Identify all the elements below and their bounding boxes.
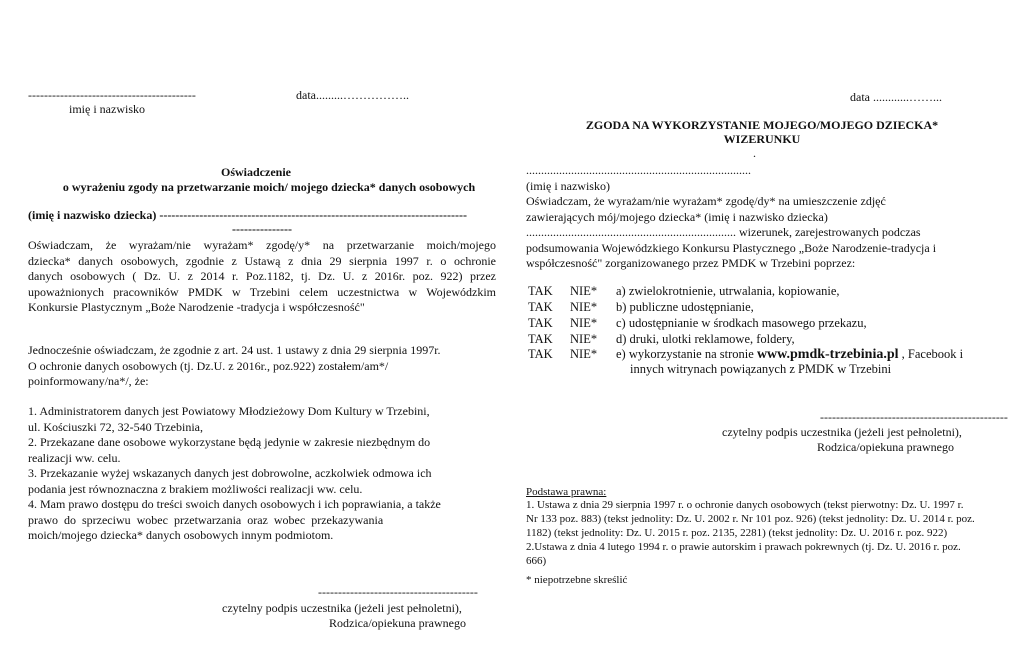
- image-consent-title-cont: WIZERUNKU: [723, 132, 801, 146]
- list-item: moich/mojego dziecka* danych osobowych innym podmiotom.: [28, 528, 334, 542]
- legal-basis-title: Podstawa prawna:: [526, 486, 607, 498]
- option-row-c: [528, 316, 867, 331]
- name-signature-line: ------------------------------------------: [28, 88, 196, 102]
- option-yes: TAK: [528, 347, 553, 361]
- date-field: data ............……...: [850, 90, 942, 104]
- information-paragraph: Jednocześnie oświadczam, że zgodnie z art. 24 ust. 1 ustawy z dnia 29 sierpnia 1997r. O ochronie danych osobowych (tj. Dz.U. z 2016r., poz.922) zostałem/am*/ poinformowany/na*/, że:: [28, 343, 441, 388]
- list-item: 3. Przekazanie wyżej wskazanych danych jest dobrowolne, aczkolwiek odmowa ich: [28, 466, 432, 480]
- option-text: b) publiczne udostępnianie,: [616, 300, 754, 314]
- title-dot: .: [753, 146, 756, 160]
- signature-line: -----------------------------------------------: [820, 410, 1008, 424]
- option-no: NIE*: [570, 300, 598, 314]
- list-item: prawo do sprzeciwu wobec przetwarzania oraz wobec przekazywania: [28, 512, 384, 527]
- option-text-after: , Facebook i: [898, 347, 964, 361]
- option-yes: TAK: [528, 300, 553, 314]
- option-yes: TAK: [528, 332, 553, 346]
- image-consent-title: ZGODA NA WYKORZYSTANIE MOJEGO/MOJEGO DZIECKA*: [585, 118, 939, 132]
- signature-caption: czytelny podpis uczestnika (jeżeli jest pełnoletni),: [222, 601, 462, 615]
- option-no: NIE*: [570, 284, 598, 298]
- statement-title: Oświadczenie: [221, 165, 291, 179]
- option-no: NIE*: [570, 332, 598, 346]
- date-field: data.........……………..: [296, 88, 409, 102]
- legal-basis-list: 1. Ustawa z dnia 29 sierpnia 1997 r. o ochronie danych osobowych (tekst pierwotny: Dz. U. 1997 r. Nr 133 poz. 883) (tekst jednolity: Dz. U. 2002 r. Nr 101 poz. 926) (tekst jednolity: Dz. U. 2014 r. poz. 1182) (tekst jednolity: Dz. U. 2015 r. poz. 2135, 2281) (tekst jednolity: Dz. U. 2016 r. poz. 922) 2.Ustawa z dnia 4 lutego 1994 r. o prawie autorskim i prawach pokrewnych (tj. Dz. U. 2016 r. poz. 666): [526, 499, 975, 567]
- list-item: ul. Kościuszki 72, 32-540 Trzebinia,: [28, 419, 203, 434]
- option-row-b: [528, 300, 754, 315]
- option-row-a: [528, 284, 840, 299]
- option-no: NIE*: [570, 347, 598, 361]
- footnote: * niepotrzebne skreślić: [526, 574, 628, 586]
- signature-caption-guardian: Rodzica/opiekuna prawnego: [329, 616, 466, 630]
- image-consent-body: Oświadczam, że wyrażam/nie wyrażam* zgodę/dy* na umieszczenie zdjęć zawierających mój/mojego dziecka* (imię i nazwisko dziecka) ...................................................................... wizerunek, zarejestrowanych podczas podsumowania Wojewódzkiego Konkursu Plastycznego „Boże Narodzenie-tradycja i współczesność" zorganizowanego przez PMDK w Trzebini poprzez:: [526, 194, 937, 270]
- name-dots: ...........................................................................: [526, 163, 751, 177]
- name-label: imię i nazwisko: [69, 102, 145, 116]
- option-yes: TAK: [528, 284, 553, 298]
- option-yes: TAK: [528, 316, 553, 330]
- option-row-e: [528, 347, 963, 363]
- option-e-continuation: innych witrynach powiązanych z PMDK w Trzebini: [630, 362, 892, 376]
- option-text: d) druki, ulotki reklamowe, foldery,: [616, 332, 795, 346]
- information-list: [28, 404, 496, 544]
- statement-subtitle: o wyrażeniu zgody na przetwarzanie moich/ mojego dziecka* danych osobowych: [62, 180, 476, 194]
- signature-caption: czytelny podpis uczestnika (jeżeli jest pełnoletni),: [722, 425, 962, 439]
- list-item: 1. Administratorem danych jest Powiatowy Młodzieżowy Dom Kultury w Trzebini,: [28, 404, 430, 418]
- website-link[interactable]: www.pmdk-trzebinia.pl: [756, 347, 899, 362]
- option-no: NIE*: [570, 316, 598, 330]
- option-text: c) udostępnianie w środkach masowego przekazu,: [616, 316, 867, 330]
- list-item: 4. Mam prawo dostępu do treści swoich danych osobowych i ich poprawiania, a także: [28, 497, 441, 511]
- signature-caption-guardian: Rodzica/opiekuna prawnego: [817, 440, 954, 454]
- list-item: podania jest równoznaczna z brakiem możliwości realizacji ww. celu.: [28, 481, 363, 496]
- child-name-dashes: ---------------: [232, 222, 292, 236]
- child-name-label: (imię i nazwisko dziecka) -----------------------------------------------------------------------------: [28, 208, 468, 222]
- list-item: realizacji ww. celu.: [28, 450, 121, 465]
- option-row-d: [528, 332, 795, 347]
- signature-line: ----------------------------------------: [318, 585, 478, 599]
- name-label: (imię i nazwisko): [526, 179, 610, 193]
- list-item: 2. Przekazane dane osobowe wykorzystane będą jedynie w zakresie niezbędnym do: [28, 435, 431, 449]
- consent-paragraph: Oświadczam, że wyrażam/nie wyrażam* zgodę/y* na przetwarzanie moich/mojego dziecka* danych osobowych, zgodnie z Ustawą z dnia 29 sierpnia 1997 r. o ochronie danych osobowych ( Dz. U. z 2014 r. Poz.1182, tj. Dz. U. z 2016r. poz. 922) przez upoważnionych pracowników PMDK w Trzebini celem uczestnictwa w Wojewódzkim Konkursie Plastycznym „Boże Narodzenie -tradycja i współczesność": [28, 238, 496, 314]
- option-text: e) wykorzystanie na stronie: [616, 347, 757, 361]
- option-text: a) zwielokrotnienie, utrwalania, kopiowanie,: [616, 284, 840, 298]
